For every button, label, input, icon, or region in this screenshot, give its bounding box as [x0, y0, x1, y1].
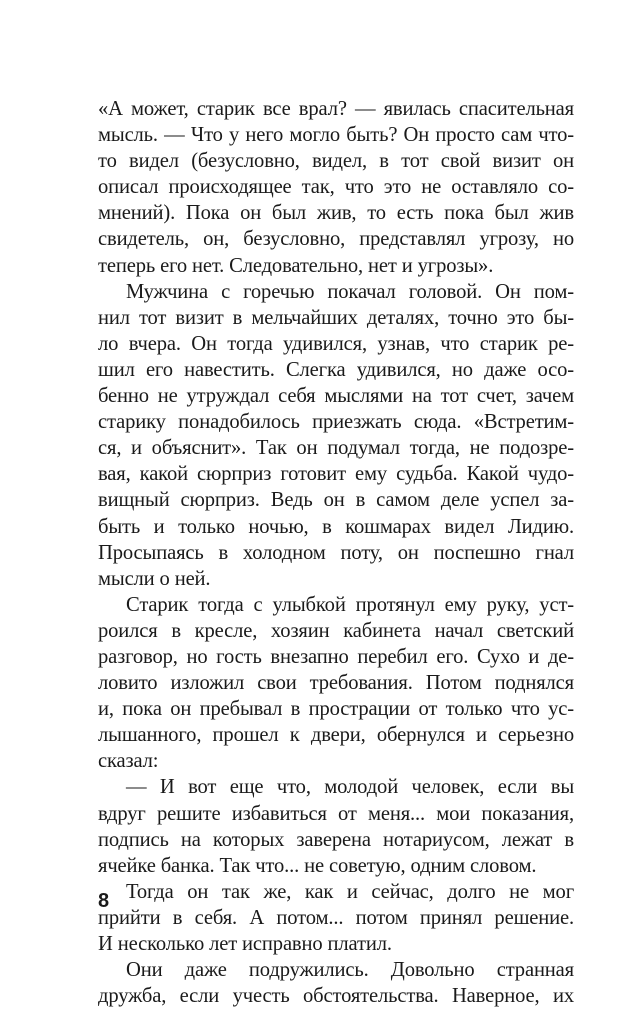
- text-line: Тогда он так же, как и сейчас, долго не мог: [126, 880, 574, 903]
- text-line: вая, какой сюрприз готовит ему судьба. Какой чудо-: [98, 463, 574, 486]
- text-line: мнений). Пока он был жив, то есть пока был жив: [98, 202, 574, 225]
- text-line: И несколько лет исправно платил.: [98, 933, 392, 955]
- page-body-text: [98, 96, 574, 1009]
- text-line: бенно не утруждал себя мыслями на тот счет, зачем: [98, 385, 574, 408]
- text-line: Старик тогда с улыбкой протянул ему руку, уст-: [126, 593, 574, 616]
- text-line: подпись на которых заверена нотариусом, лежат в: [98, 828, 574, 851]
- text-line: описал происходящее так, что это не оставляло со-: [98, 176, 574, 199]
- text-line: сказал:: [98, 750, 159, 773]
- text-line: лышанного, прошел к двери, обернулся и серьезно: [98, 724, 574, 747]
- text-line: шил его навестить. Слегка удивился, но даже осо-: [98, 358, 574, 381]
- text-line: Просыпаясь в холодном поту, он поспешно гнал: [98, 541, 574, 564]
- text-line: ло вчера. Он тогда удивился, узнав, что старик ре-: [98, 332, 574, 355]
- text-line: ся, и объяснит». Так он подумал тогда, не подозре-: [98, 437, 574, 460]
- text-line: нил тот визит в мельчайших деталях, точно это бы-: [98, 306, 574, 329]
- text-line: то видел (безусловно, видел, в тот свой визит он: [98, 150, 574, 173]
- text-line: ловито изложил свои требования. Потом поднялся: [98, 672, 574, 695]
- text-line: вдруг решите избавиться от меня... мои показания,: [98, 802, 574, 825]
- text-line: разговор, но гость внезапно перебил его. Сухо и де-: [98, 645, 574, 668]
- text-line: прийти в себя. А потом... потом принял решение.: [98, 906, 574, 929]
- text-line: «А может, старик все врал? — явилась спасительная: [98, 98, 574, 120]
- text-line: старику понадобилось приезжать сюда. «Встретим-: [98, 411, 574, 434]
- text-line: дружба, если учесть обстоятельства. Наверное, их: [98, 985, 574, 1008]
- text-line: теперь его нет. Следовательно, нет и угрозы».: [98, 254, 494, 277]
- page-number: 8: [98, 890, 110, 912]
- text-line: мысль. — Что у него могло быть? Он просто сам что-: [98, 124, 574, 147]
- text-line: вищный сюрприз. Ведь он в самом деле успел за-: [98, 489, 574, 512]
- text-line: и, пока он пребывал в прострации от только что ус-: [98, 698, 574, 721]
- text-line: мысли о ней.: [98, 567, 211, 590]
- text-line: быть и только ночью, в кошмарах видел Лидию.: [98, 515, 574, 538]
- text-line: Мужчина с горечью покачал головой. Он пом-: [126, 280, 574, 303]
- text-line: роился в кресле, хозяин кабинета начал светский: [98, 619, 574, 642]
- text-line: Они даже подружились. Довольно странная: [126, 959, 574, 982]
- text-line: ячейке банка. Так что... не советую, одним словом.: [98, 854, 537, 877]
- text-line: — И вот еще что, молодой человек, если вы: [126, 776, 574, 799]
- text-line: свидетель, он, безусловно, представлял угрозу, но: [98, 228, 574, 251]
